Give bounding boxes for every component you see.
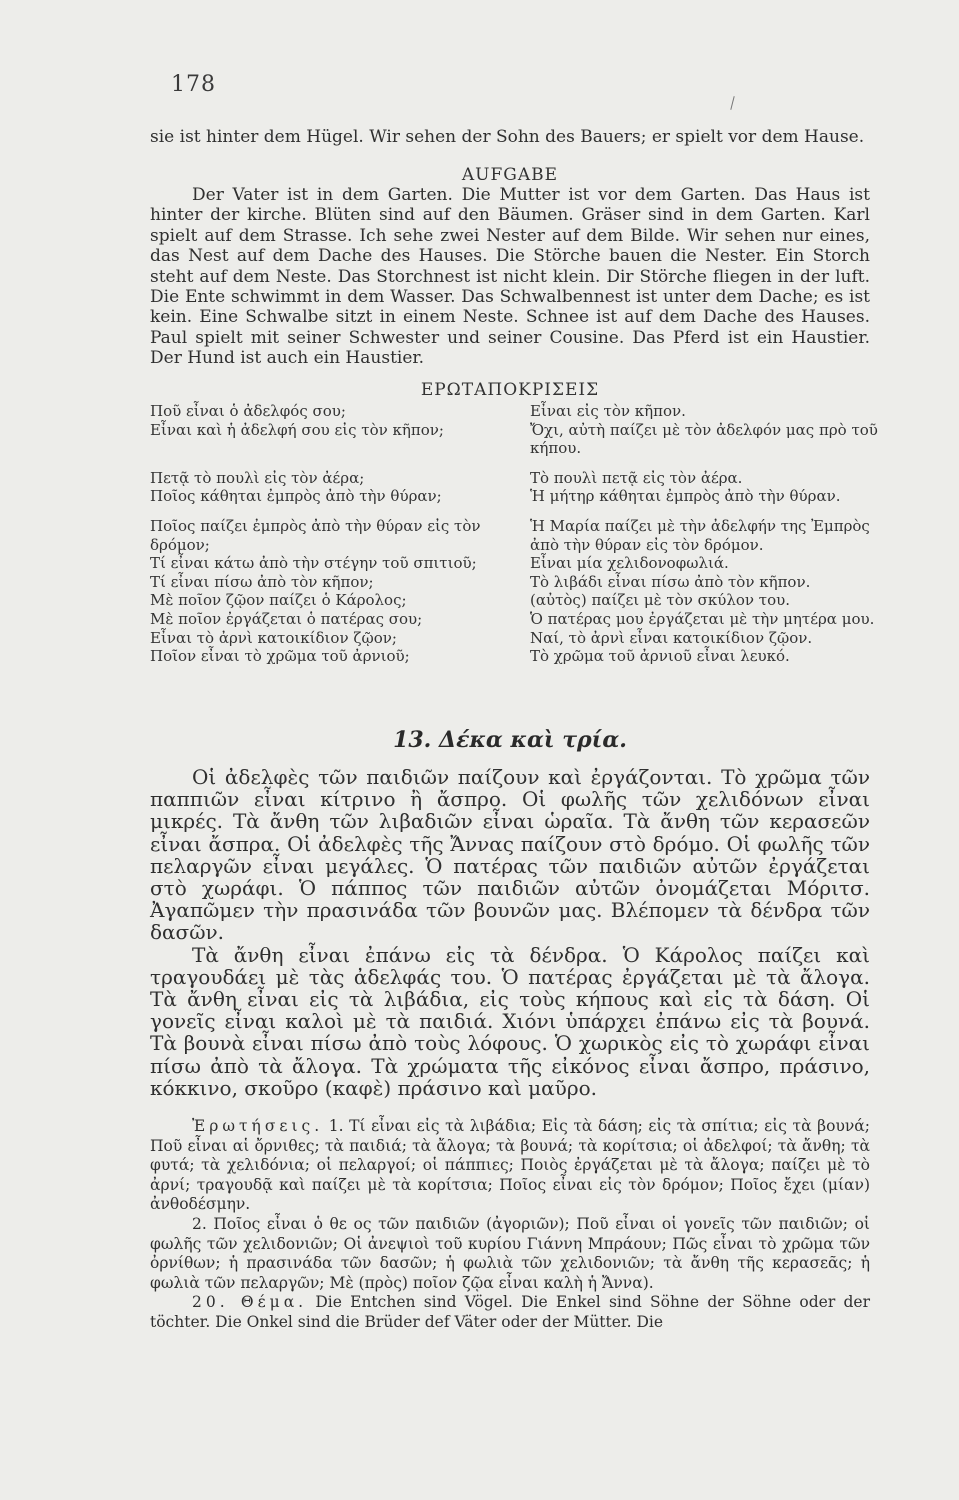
thema-text: Die Entchen sind Vögel. Die Enkel sind Söhne der Söhne oder der töchter. Die Onkel sind die Brüder def Väter oder der Mütter. Die: [150, 1293, 870, 1331]
thema-label: 20. Θέμα.: [192, 1293, 308, 1312]
intro-paragraph: sie ist hinter dem Hügel. Wir sehen der Sohn des Bauers; er spielt vor dem Hause.: [150, 127, 865, 147]
qa-answer: (αὐτὸς) παίζει μὲ τὸν σκύλον του.: [530, 591, 791, 610]
qa-row: [150, 517, 880, 554]
margin-mark: [730, 96, 734, 110]
qa-answer: Ὁ πατέρας μου ἐργάζεται μὲ τὴν μητέρα μου.: [530, 609, 875, 628]
qa-row: [150, 421, 880, 458]
qa-answer: Ναί, τὸ ἀρνὶ εἶναι κατοικίδιον ζῷον.: [530, 628, 813, 647]
qa-question: Ποῖος παίζει ἐμπρὸς ἀπὸ τὴν θύραν εἰς τὸν δρόμον;: [150, 516, 481, 554]
qa-row: [150, 402, 880, 421]
page-number: 178: [171, 72, 216, 97]
questions-1-text: 1. Τί εἶναι εἰς τὰ λιβάδια; Εἰς τὰ δάση; εἰς τὰ σπίτια; εἰς τὰ βουνά; Ποῦ εἶναι αἱ ὄρνιθες; τὰ παιδιά; τὰ ἄλογα; τὰ βουνά; τὰ κορίτσια; οἱ ἀδελφοί; τὰ ἄνθη; τὰ φυτά; τὰ χελιδόνια; οἱ πελαργοί; οἱ πάππιες; Ποιὸς ἐργάζεται μὲ τὰ ἄλογα; παίζει μὲ τὸ ἀρνί; τραγουδᾷ καὶ παίζει μὲ τὰ κορίτσια; Ποῖος εἶναι εἰς τὸν δρόμον; Ποῖος ἔχει (μίαν) ἀνθοδέσμην.: [150, 1117, 870, 1214]
qa-question: Ποῖος κάθηται ἐμπρὸς ἀπὸ τὴν θύραν;: [150, 487, 442, 506]
qa-question: Μὲ ποῖον ἐργάζεται ὁ πατέρας σου;: [150, 609, 423, 628]
qa-question: Εἶναι τὸ ἀρνὶ κατοικίδιον ζῷον;: [150, 628, 397, 647]
qa-question: Εἶναι καὶ ἡ ἀδελφή σου εἰς τὸν κῆπον;: [150, 420, 444, 439]
qa-answer: Ὄχι, αὐτὴ παίζει μὲ τὸν ἀδελφόν μας πρὸ τοῦ κήπου.: [530, 420, 878, 458]
qa-answer: Τὸ χρῶμα τοῦ ἀρνιοῦ εἶναι λευκό.: [530, 647, 790, 666]
aufgabe-section: [150, 165, 870, 369]
qa-row: [150, 487, 880, 506]
questions-2: 2. Ποῖος εἶναι ὁ θε ος τῶν παιδιῶν (ἀγοριῶν); Ποῦ εἶναι οἱ γονεῖς τῶν παιδιῶν; οἱ φωλῆς τῶν χελιδονιῶν; Οἱ ἀνεψιοὶ τοῦ κυρίου Γιάννη Μπράουν; Πῶς εἶναι τὸ χρῶμα τῶν ὀρνίθων; ἡ πρασινάδα τῶν δασῶν; ἡ φωλιὰ τῶν χελιδονιῶν; τὰ ἄνθη τῆς κερασεᾶς; ἡ φωλιὰ τῶν πελαργῶν; Μὲ (πρὸς) ποῖον ζῷα εἶναι καλὴ ἡ Ἄννα).: [150, 1214, 870, 1292]
qa-row: [150, 647, 880, 666]
aufgabe-heading: AUFGABE: [461, 165, 559, 185]
qa-row: [150, 573, 880, 592]
questions-label: Ἐρωτήσεις.: [192, 1117, 324, 1135]
qa-answer: Εἶναι εἰς τὸν κῆπον.: [530, 402, 686, 420]
intro-text-block: [150, 127, 870, 147]
questions-1: [150, 1117, 870, 1215]
qa-question: Τί εἶναι πίσω ἀπὸ τὸν κῆπον;: [150, 572, 374, 591]
qa-row: [150, 554, 880, 573]
qa-row: [150, 629, 880, 648]
greek-paragraph: Οἱ ἀδελφὲς τῶν παιδιῶν παίζουν καὶ ἐργάζονται. Τὸ χρῶμα τῶν παππιῶν εἶναι κίτρινο ἢ ἄσπρο. Οἱ φωλῆς τῶν χελιδόνων εἶναι μικρές. Τὰ ἄνθη τῶν λιβαδιῶν εἶναι ὡραῖα. Τὰ ἄνθη τῶν κερασεῶν εἶναι ἄσπρα. Οἱ ἀδελφὲς τῆς Ἄννας παίζουν στὸ δρόμο. Οἱ φωλῆς τῶν πελαργῶν εἶναι μεγάλες. Ὁ πατέρας τῶν παιδιῶν αὐτῶν ἐργάζεται στὸ χωράφι. Ὁ πάππος τῶν παιδιῶν αὐτῶν ὀνομάζεται Μόριτσ. Ἀγαπῶμεν τὴν πρασινάδα τῶν βουνῶν μας. Βλέπομεν τὰ δένδρα τῶν δασῶν.: [150, 765, 870, 945]
qa-question: Τί εἶναι κάτω ἀπὸ τὴν στέγην τοῦ σπιτιοῦ;: [150, 554, 477, 573]
qa-answer: Ἡ μήτηρ κάθηται ἐμπρὸς ἀπὸ τὴν θύραν.: [530, 487, 841, 506]
qa-answer: Εἶναι μία χελιδονοφωλιά.: [530, 554, 729, 573]
qa-row: [150, 591, 880, 610]
qa-answer: Τὸ λιβάδι εἶναι πίσω ἀπὸ τὸν κῆπον.: [530, 572, 811, 591]
qa-question: Ποῖον εἶναι τὸ χρῶμα τοῦ ἀρνιοῦ;: [150, 647, 410, 666]
thema-paragraph: [150, 1293, 870, 1332]
qa-answer: Τὸ πουλὶ πετᾷ εἰς τὸν ἀέρα.: [530, 468, 743, 487]
greek-paragraph: Τὰ ἄνθη εἶναι ἐπάνω εἰς τὰ δένδρα. Ὁ Κάρολος παίζει καὶ τραγουδάει μὲ τὰς ἀδελφάς του. Ὁ πατέρας ἐργάζεται μὲ τὰ ἄλογα. Τὰ ἄνθη εἶναι εἰς τὰ λιβάδια, εἰς τοὺς κήπους καὶ εἰς τὰ δάση. Οἱ γονεῖς εἶναι καλοὶ μὲ τὰ παιδιά. Χιόνι ὑπάρχει ἐπάνω εἰς τὰ βουνά. Τὰ βουνὰ εἶναι πίσω ἀπὸ τοὺς λόφους. Ὁ χωρικὸς εἰς τὸ χωράφι εἶναι πίσω ἀπὸ τὰ ἄλογα. Τὰ χρώματα τῆς εἰκόνος εἶναι ἄσπρο, πράσινο, κόκκινο, σκοῦρο (καφὲ) πράσινο καὶ μαῦρο.: [150, 942, 870, 1100]
erotapokriseis-heading: ΕΡΩΤΑΠΟΚΡΙΣΕΙΣ: [420, 380, 600, 400]
lesson-title: 13. Δέκα καὶ τρία.: [393, 727, 627, 753]
aufgabe-paragraph: Der Vater ist in dem Garten. Die Mutter ist vor dem Garten. Das Haus ist hinter der kirche. Blüten sind auf den Bäumen. Gräser sind in dem Garten. Karl spielt auf dem Strasse. Ich sehe zwei Nester auf dem Bilde. Wir sehen nur eines, das Nest auf dem Dache des Hauses. Die Störche bauen die Nester. Ein Storch steht auf dem Neste. Das Storchnest ist nicht klein. Dir Störche fliegen in der luft. Die Ente schwimmt in dem Wasser. Das Schwalbennest ist unter dem Dache; es ist kein. Eine Schwalbe sitzt in einem Neste. Schnee ist auf dem Dache des Hauses. Paul spielt mit seiner Schwester und seiner Cousine. Das Pferd ist ein Haustier. Der Hund ist auch ein Haustier.: [150, 185, 870, 369]
qa-row: [150, 469, 880, 488]
qa-answer: Ἡ Μαρία παίζει μὲ τὴν ἀδελφήν της Ἐμπρὸς ἀπὸ τὴν θύραν εἰς τὸν δρόμον.: [530, 516, 870, 554]
qa-row: [150, 610, 880, 629]
erotapokriseis-heading-block: [150, 380, 870, 400]
greek-reading-text: [150, 766, 870, 1099]
exercises-block: [150, 1117, 870, 1333]
qa-table: [150, 402, 880, 666]
qa-question: Ποῦ εἶναι ὁ ἀδελφός σου;: [150, 402, 346, 420]
qa-question: Πετᾷ τὸ πουλὶ εἰς τὸν ἀέρα;: [150, 468, 365, 487]
qa-question: Μὲ ποῖον ζῷον παίζει ὁ Κάρολος;: [150, 591, 407, 610]
